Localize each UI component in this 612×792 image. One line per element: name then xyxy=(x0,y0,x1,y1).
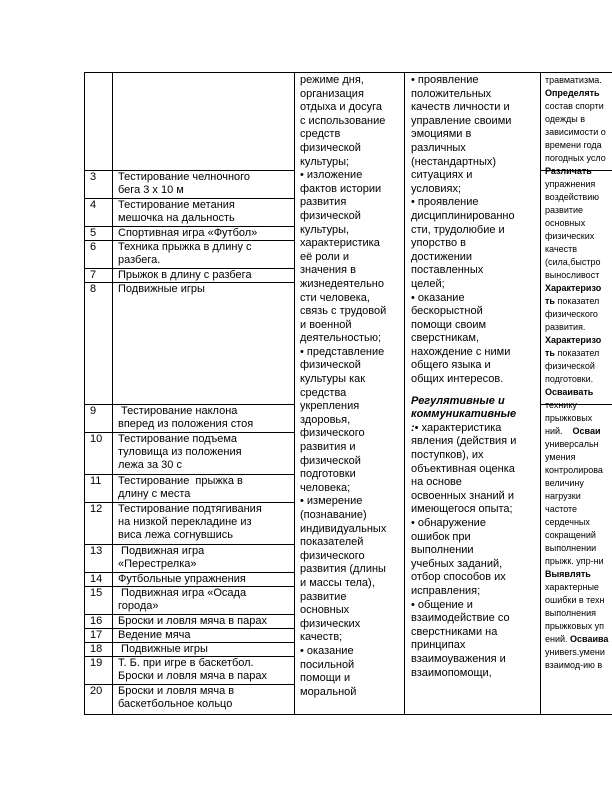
activity-text: показател физического развития. xyxy=(545,296,600,332)
lesson-topic: Подвижная игра «Перестрелка» xyxy=(118,545,205,570)
activity-text: упражнения воздействию развитие основных физических качеств (сила,быстро выносливост xyxy=(545,179,601,280)
column-border xyxy=(540,72,541,714)
table-top-border xyxy=(84,72,612,73)
row-number: 5 xyxy=(90,227,97,239)
row-number: 12 xyxy=(90,503,103,515)
activity-verb: Выявлять xyxy=(545,569,591,579)
regulative-heading: Регулятивные и коммуникативные : xyxy=(411,394,517,434)
lesson-topic: Спортивная игра «Футбол» xyxy=(118,227,258,239)
lesson-topic: Т. Б. при игре в баскетбол. Броски и ловля мяча в парах xyxy=(118,657,267,682)
lesson-topic: Футбольные упражнения xyxy=(118,573,246,585)
lesson-topic: Ведение мяча xyxy=(118,629,191,641)
metasubject-text-2: • характеристика явления (действия и поступков), их объективная оценка на основе освоенных знаний и имеющегося опыта; • обнаружение ошибок при выполнении учебных заданий, отбор способов их исправления; • общение и взаимодействие со сверстниками на принципах взаимоуважения и взаимопомощи, xyxy=(411,421,517,679)
row-number: 3 xyxy=(90,171,97,183)
spacer xyxy=(411,387,534,395)
row-number: 18 xyxy=(90,643,103,655)
activity-verb: Осваива xyxy=(570,634,609,644)
metasubject-text-1: • проявление положительных качеств личности и управление своими эмоциями в различных (нестандартных) ситуациях и условиях; • проявление дисциплинированно сти, трудолюбие и упорство в достижении поставленных целей; • оказание бескорыстной помощи своим сверстникам, нахождение с ними общего языка и общих интересов. xyxy=(411,74,515,386)
lesson-topic: Прыжок в длину с разбега xyxy=(118,269,252,281)
activity-text: универсальн умения контролирова величину нагрузки частоте сердечных сокращений выполнении прыжк. упр-ни xyxy=(545,439,604,566)
activity-verb: Различать xyxy=(545,166,592,176)
metasubject-results-column xyxy=(411,74,534,714)
activity-types-column xyxy=(545,74,612,714)
lesson-topic: Тестирование метания мешочка на дальность xyxy=(118,199,235,224)
column-border xyxy=(84,72,85,714)
row-number: 17 xyxy=(90,629,103,641)
row-number: 14 xyxy=(90,573,103,585)
lesson-topic: Тестирование челночного бега 3 х 10 м xyxy=(118,171,251,196)
activity-verb: Характеризо ть xyxy=(545,283,602,306)
activity-verb: Определять xyxy=(545,88,600,98)
row-number: 11 xyxy=(90,475,102,487)
lesson-topic: Броски и ловля мяча в парах xyxy=(118,615,267,627)
personal-results-column: режиме дня, организация отдыха и досуга с использование средств физической культуры; • изложение фактов истории развития физической культуры, характеристика её роли и значения в жизнедеятельно сти человека, связь с трудовой и военной деятельностью; • представление физической культуры как средства укрепления здоровья, физического развития и физической подготовки человека; • измерение (познавание) индивидуальных показателей физического развития (длины и массы тела), развитие основных физических качеств; • оказание посильной помощи и моральной xyxy=(300,74,387,698)
activity-text: показател физической подготовки. xyxy=(545,348,600,384)
lesson-topic: Подвижные игры xyxy=(118,283,205,295)
row-number: 16 xyxy=(90,615,103,627)
row-number: 9 xyxy=(90,405,97,417)
row-number: 20 xyxy=(90,685,103,697)
row-number: 7 xyxy=(90,269,97,281)
row-number: 4 xyxy=(90,199,97,211)
lesson-topic: Тестирование подтягивания на низкой перекладине из виса лежа согнувшись xyxy=(118,503,262,541)
column-border xyxy=(404,72,405,714)
activity-text: унивers.умени взаимод-ию в xyxy=(545,647,605,670)
row-number: 6 xyxy=(90,241,97,253)
lesson-topic: Броски и ловля мяча в баскетбольное кольцо xyxy=(118,685,235,710)
lesson-topic: Подвижная игра «Осада города» xyxy=(118,587,247,612)
activity-verb: Характеризо ть xyxy=(545,335,602,358)
row-number: 10 xyxy=(90,433,103,445)
activity-text: травматизма. xyxy=(545,75,602,85)
activity-text: состав спорти одежды в зависимости о времени года погодных усло xyxy=(545,101,606,163)
column-border xyxy=(294,72,295,714)
row-number: 19 xyxy=(90,657,103,669)
row-number: 15 xyxy=(90,587,103,599)
activity-verb: Осваивать xyxy=(545,387,594,397)
column-border xyxy=(112,72,113,714)
lesson-topic: Техника прыжка в длину с разбега. xyxy=(118,241,252,266)
row-number: 13 xyxy=(90,545,103,557)
lesson-topic: Подвижные игры xyxy=(118,643,208,655)
activity-text: характерные ошибки в техн выполнения прыжковых уп ений. xyxy=(545,582,605,644)
lesson-topic: Тестирование прыжка в длину с места xyxy=(118,475,243,500)
row-number: 8 xyxy=(90,283,97,295)
lesson-topic: Тестирование подъема туловища из положения лежа за 30 с xyxy=(118,433,242,471)
activity-text: технику прыжковых ний. xyxy=(545,400,593,436)
table-bottom-border xyxy=(84,714,612,715)
activity-verb: Осваи xyxy=(572,426,601,436)
lesson-topic: Тестирование наклона вперед из положения стоя xyxy=(118,405,254,430)
